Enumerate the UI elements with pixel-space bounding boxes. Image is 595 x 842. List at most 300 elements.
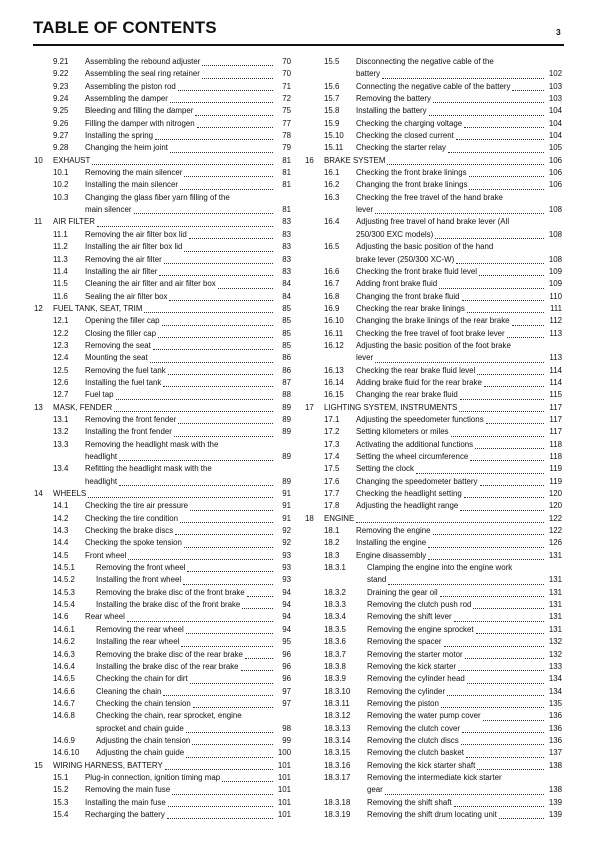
entry-title: [356, 439, 546, 451]
dot-leader: [470, 459, 544, 461]
toc-column-right: [305, 56, 562, 821]
entry-title-text: AIR FILTER: [53, 217, 95, 227]
entry-title: [356, 192, 546, 217]
dot-leader: [460, 509, 544, 511]
entry-title-line2: main silencer: [85, 205, 132, 215]
entry-page-number: 117: [549, 402, 562, 412]
entry-title-text: Assembling the rebound adjuster: [85, 57, 201, 66]
dot-leader: [459, 410, 544, 412]
dot-leader: [178, 422, 273, 424]
toc-section-entry[interactable]: [34, 266, 291, 278]
entry-page-number: 84: [282, 291, 291, 301]
dot-leader: [184, 546, 273, 548]
entry-title-text: Adding brake fluid for the rear brake: [356, 377, 482, 387]
entry-page-number: 119: [549, 464, 562, 474]
toc-section-entry[interactable]: [305, 710, 562, 722]
entry-title: [85, 241, 275, 253]
toc-section-entry[interactable]: [34, 167, 291, 179]
entry-title-text: Removing the front wheel: [96, 563, 186, 573]
entry-title: [85, 537, 275, 549]
toc-section-entry[interactable]: [34, 278, 291, 290]
entry-page-number: 87: [282, 377, 291, 387]
entry-number: 14.5.3: [53, 587, 75, 597]
entry-title-text: Removing the spacer: [367, 637, 442, 647]
entry-page-number: 89: [282, 476, 291, 486]
entry-page-number: 135: [548, 698, 562, 708]
toc-section-entry[interactable]: [305, 426, 562, 438]
toc-section-entry[interactable]: [34, 661, 291, 673]
toc-section-entry[interactable]: [34, 254, 291, 266]
toc-section-entry[interactable]: [305, 414, 562, 426]
toc-section-entry[interactable]: [34, 574, 291, 586]
entry-title: [356, 587, 546, 599]
toc-section-entry[interactable]: [305, 599, 562, 611]
entry-title: [85, 513, 275, 525]
toc-section-entry[interactable]: [34, 315, 291, 327]
entry-title: [85, 426, 275, 438]
toc-column-left: [34, 56, 291, 821]
entry-title-text: Checking the closed current: [356, 131, 454, 141]
toc-section-entry[interactable]: [34, 513, 291, 525]
entry-title-line1: Refitting the headlight mask with the: [85, 464, 212, 474]
entry-title-text: Assembling the piston rod: [85, 81, 176, 91]
toc-section-entry[interactable]: [305, 500, 562, 512]
entry-page-number: 114: [549, 377, 562, 387]
toc-section-entry[interactable]: [305, 747, 562, 759]
toc-chapter-entry[interactable]: [34, 760, 291, 772]
entry-title: [356, 661, 546, 673]
entry-page-number: 136: [548, 735, 562, 745]
toc-section-entry[interactable]: [34, 747, 291, 759]
entry-page-number: 132: [548, 637, 562, 647]
entry-number: 18.3: [324, 550, 340, 560]
dot-leader: [190, 682, 273, 684]
entry-title: [356, 451, 546, 463]
toc-section-entry[interactable]: [305, 241, 562, 266]
entry-page-number: 70: [282, 69, 291, 79]
dot-leader: [195, 114, 273, 116]
entry-title-text: Assembling the seal ring retainer: [85, 69, 200, 79]
entry-page-number: 120: [548, 501, 562, 511]
entry-page-number: 92: [282, 526, 291, 536]
toc-section-entry[interactable]: [34, 377, 291, 389]
toc-section-entry[interactable]: [305, 130, 562, 142]
entry-number: 17.4: [324, 452, 340, 461]
header-divider: [33, 44, 564, 46]
toc-section-entry[interactable]: [305, 673, 562, 685]
toc-section-entry[interactable]: [305, 377, 562, 389]
entry-title: [356, 142, 546, 154]
toc-section-entry[interactable]: [305, 81, 562, 93]
toc-section-entry[interactable]: [34, 797, 291, 809]
entry-number: 13.1: [53, 414, 69, 424]
entry-number: 12.7: [53, 390, 69, 400]
toc-section-entry[interactable]: [305, 216, 562, 241]
entry-title-line1: Checking the chain, rear sprocket, engine: [96, 711, 242, 721]
entry-title: [356, 747, 546, 759]
dot-leader: [169, 299, 273, 301]
toc-section-entry[interactable]: [34, 636, 291, 648]
entry-title-text: Removing the shift shaft: [367, 797, 452, 807]
entry-number: 9.23: [53, 81, 69, 91]
entry-page-number: 86: [282, 353, 291, 363]
dot-leader: [429, 114, 544, 116]
toc-section-entry[interactable]: [34, 809, 291, 821]
dot-leader: [480, 484, 544, 486]
toc-section-entry[interactable]: [305, 340, 562, 365]
entry-page-number: 71: [282, 81, 291, 91]
toc-section-entry[interactable]: [34, 698, 291, 710]
toc-section-entry[interactable]: [305, 303, 562, 315]
entry-title-text: Installing the fuel tank: [85, 377, 162, 387]
entry-number: 18.1: [324, 526, 340, 536]
toc-section-entry[interactable]: [34, 587, 291, 599]
toc-section-entry[interactable]: [34, 340, 291, 352]
toc-section-entry[interactable]: [305, 365, 562, 377]
entry-number: 14.6.4: [53, 661, 75, 671]
entry-number: 15.7: [324, 94, 340, 104]
toc-section-entry[interactable]: [305, 192, 562, 217]
entry-page-number: 106: [548, 180, 562, 190]
toc-section-entry[interactable]: [305, 142, 562, 154]
entry-number: 18.3.14: [324, 735, 351, 745]
dot-leader: [153, 348, 273, 350]
toc-section-entry[interactable]: [34, 710, 291, 735]
toc-section-entry[interactable]: [305, 661, 562, 673]
toc-section-entry[interactable]: [305, 167, 562, 179]
toc-section-entry[interactable]: [305, 488, 562, 500]
entry-title-text: Removing the cylinder: [367, 686, 446, 696]
entry-number: 14.5.1: [53, 563, 75, 573]
entry-title: [356, 303, 546, 315]
entry-title: [85, 179, 275, 191]
toc-section-entry[interactable]: [34, 784, 291, 796]
entry-page-number: 93: [282, 575, 291, 585]
entry-title-text: Draining the gear oil: [367, 587, 438, 597]
entry-title: [356, 216, 546, 241]
toc-section-entry[interactable]: [305, 587, 562, 599]
toc-section-entry[interactable]: [305, 525, 562, 537]
entry-page-number: 118: [549, 439, 562, 449]
toc-section-entry[interactable]: [305, 476, 562, 488]
dot-leader: [134, 212, 274, 214]
entry-number: 16.8: [324, 291, 340, 301]
dot-leader: [433, 533, 544, 535]
entry-page-number: 109: [548, 266, 562, 276]
entry-title: [85, 365, 275, 377]
entry-title-line1: Adjusting free travel of hand brake lever (All: [356, 217, 510, 227]
entry-title-text: Removing the clutch cover: [367, 723, 460, 733]
entry-page-number: 96: [282, 674, 291, 684]
toc-section-entry[interactable]: [305, 93, 562, 105]
toc-section-entry[interactable]: [305, 118, 562, 130]
entry-number: 9.26: [53, 118, 69, 128]
toc-section-entry[interactable]: [34, 328, 291, 340]
entry-number: 16.4: [324, 217, 340, 227]
entry-title: [356, 105, 546, 117]
toc-section-entry[interactable]: [305, 328, 562, 340]
dot-leader: [114, 410, 273, 412]
entry-page-number: 115: [549, 390, 562, 400]
dot-leader: [181, 645, 273, 647]
toc-section-entry[interactable]: [34, 426, 291, 438]
dot-leader: [441, 706, 544, 708]
entry-title-text: Changing the heim joint: [85, 143, 168, 153]
toc-section-entry[interactable]: [305, 723, 562, 735]
entry-page-number: 89: [282, 452, 291, 461]
toc-section-entry[interactable]: [34, 673, 291, 685]
entry-page-number: 91: [282, 501, 291, 511]
entry-number: 18.3.18: [324, 797, 351, 807]
toc-section-entry[interactable]: [34, 229, 291, 241]
entry-number: 14.6.10: [53, 748, 80, 758]
toc-section-entry[interactable]: [34, 439, 291, 464]
toc-section-entry[interactable]: [305, 463, 562, 475]
toc-section-entry[interactable]: [305, 809, 562, 821]
entry-number: 17.3: [324, 439, 340, 449]
entry-title: [85, 118, 275, 130]
toc-section-entry[interactable]: [34, 500, 291, 512]
dot-leader: [175, 533, 273, 535]
toc-section-entry[interactable]: [34, 550, 291, 562]
toc-chapter-entry[interactable]: [34, 216, 291, 228]
dot-leader: [97, 225, 273, 227]
dot-leader: [385, 793, 544, 795]
toc-section-entry[interactable]: [305, 772, 562, 797]
dot-leader: [486, 422, 544, 424]
entry-number: 11.3: [53, 254, 68, 264]
entry-page-number: 108: [548, 229, 562, 239]
toc-section-entry[interactable]: [305, 649, 562, 661]
entry-title: [356, 377, 546, 389]
toc-section-entry[interactable]: [34, 192, 291, 217]
toc-section-entry[interactable]: [34, 93, 291, 105]
toc-section-entry[interactable]: [34, 68, 291, 80]
entry-title: [85, 229, 275, 241]
toc-section-entry[interactable]: [305, 105, 562, 117]
entry-page-number: 93: [282, 550, 291, 560]
dot-leader: [165, 768, 273, 770]
entry-title: [85, 574, 275, 586]
entry-title-text: Installing the air filter box lid: [85, 242, 183, 252]
entry-title: [356, 525, 546, 537]
entry-title-text: Adding front brake fluid: [356, 279, 438, 289]
toc-section-entry[interactable]: [305, 698, 562, 710]
toc-section-entry[interactable]: [34, 772, 291, 784]
entry-number: 15.3: [53, 797, 69, 807]
entry-number: 18.3.16: [324, 760, 351, 770]
toc-section-entry[interactable]: [34, 414, 291, 426]
entry-page-number: 70: [282, 57, 291, 66]
entry-title: [356, 81, 546, 93]
dot-leader: [192, 743, 273, 745]
toc-section-entry[interactable]: [305, 686, 562, 698]
entry-title-text: Removing the brake disc of the rear brake: [96, 649, 243, 659]
toc-section-entry[interactable]: [34, 525, 291, 537]
toc-section-entry[interactable]: [34, 352, 291, 364]
entry-number: 18.2: [324, 538, 340, 548]
toc-section-entry[interactable]: [34, 463, 291, 488]
entry-page-number: 126: [548, 538, 562, 548]
entry-number: 14.6.7: [53, 698, 75, 708]
entry-title-text: Setting the wheel circumference: [356, 452, 469, 461]
entry-title: [85, 377, 275, 389]
entry-page-number: 117: [549, 414, 562, 424]
entry-title-text: Removing the shift drum locating unit: [367, 809, 497, 819]
entry-title-text: Setting the clock: [356, 464, 414, 474]
toc-section-entry[interactable]: [305, 562, 562, 587]
toc-chapter-entry[interactable]: [305, 513, 562, 525]
toc-section-entry[interactable]: [305, 315, 562, 327]
entry-page-number: 131: [548, 600, 562, 610]
entry-title: [356, 710, 546, 722]
entry-page-number: 119: [549, 476, 562, 486]
entry-title: [85, 525, 275, 537]
toc-section-entry[interactable]: [34, 537, 291, 549]
entry-title: [85, 500, 275, 512]
toc-section-entry[interactable]: [34, 241, 291, 253]
entry-page-number: 79: [282, 143, 291, 153]
dot-leader: [247, 595, 273, 597]
dot-leader: [222, 780, 273, 782]
entry-title: [324, 513, 546, 525]
toc-section-entry[interactable]: [305, 451, 562, 463]
toc-chapter-entry[interactable]: [305, 402, 562, 414]
entry-page-number: 131: [548, 575, 562, 585]
entry-title-line2: sprocket and chain guide: [96, 723, 184, 733]
toc-section-entry[interactable]: [34, 179, 291, 191]
toc-section-entry[interactable]: [34, 611, 291, 623]
entry-title: [356, 130, 546, 142]
toc-section-entry[interactable]: [34, 105, 291, 117]
entry-page-number: 94: [282, 624, 291, 634]
toc-section-entry[interactable]: [34, 130, 291, 142]
dot-leader: [479, 274, 544, 276]
entry-title: [356, 93, 546, 105]
dot-leader: [168, 373, 273, 375]
entry-number: 16.7: [324, 279, 340, 289]
entry-title-text: Cleaning the air filter and air filter box: [85, 279, 216, 289]
toc-chapter-entry[interactable]: [305, 155, 562, 167]
entry-number: 12.4: [53, 353, 69, 363]
entry-title-text: Engine disassembly: [356, 550, 427, 560]
toc-section-entry[interactable]: [305, 389, 562, 401]
toc-section-entry[interactable]: [305, 537, 562, 549]
entry-title: [324, 402, 546, 414]
entry-number: 18.3.5: [324, 624, 346, 634]
toc-section-entry[interactable]: [305, 266, 562, 278]
toc-section-entry[interactable]: [305, 611, 562, 623]
toc-section-entry[interactable]: [305, 179, 562, 191]
entry-page-number: 108: [548, 205, 562, 215]
entry-title: [356, 241, 546, 266]
toc-chapter-entry[interactable]: [34, 303, 291, 315]
entry-title: [356, 636, 546, 648]
entry-title: [85, 93, 275, 105]
dot-leader: [168, 805, 273, 807]
entry-number: 17.2: [324, 427, 340, 437]
toc-section-entry[interactable]: [34, 649, 291, 661]
toc-section-entry[interactable]: [34, 291, 291, 303]
entry-title: [85, 661, 275, 673]
entry-page-number: 137: [548, 748, 562, 758]
toc-section-entry[interactable]: [305, 278, 562, 290]
dot-leader: [116, 398, 273, 400]
toc-section-entry[interactable]: [34, 118, 291, 130]
entry-page-number: 89: [282, 402, 291, 412]
toc-section-entry[interactable]: [305, 636, 562, 648]
entry-page-number: 77: [282, 118, 291, 128]
entry-page-number: 94: [282, 600, 291, 610]
toc-section-entry[interactable]: [34, 365, 291, 377]
entry-title-text: Removing the engine sprocket: [367, 624, 474, 634]
toc-chapter-entry[interactable]: [34, 402, 291, 414]
entry-page-number: 81: [282, 205, 291, 215]
toc-section-entry[interactable]: [34, 56, 291, 68]
entry-number: 9.28: [53, 143, 69, 153]
toc-section-entry[interactable]: [34, 735, 291, 747]
entry-number: 18.3.19: [324, 809, 351, 819]
entry-number: 15.11: [324, 143, 344, 153]
entry-title-text: Fuel tap: [85, 390, 114, 400]
toc-section-entry[interactable]: [305, 735, 562, 747]
toc-section-entry[interactable]: [34, 686, 291, 698]
dot-leader: [451, 435, 544, 437]
toc-section-entry[interactable]: [34, 599, 291, 611]
toc-section-entry[interactable]: [305, 439, 562, 451]
entry-title-text: Removing the battery: [356, 94, 431, 104]
toc-section-entry[interactable]: [34, 142, 291, 154]
toc-chapter-entry[interactable]: [34, 155, 291, 167]
entry-page-number: 111: [550, 303, 562, 313]
dot-leader: [477, 373, 544, 375]
toc-section-entry[interactable]: [305, 291, 562, 303]
entry-title-text: LIGHTING SYSTEM, INSTRUMENTS: [324, 402, 458, 412]
entry-title: [85, 649, 275, 661]
entry-number: 14.5.4: [53, 600, 75, 610]
toc-section-entry[interactable]: [34, 562, 291, 574]
toc-section-entry[interactable]: [305, 550, 562, 562]
toc-section-entry[interactable]: [305, 56, 562, 81]
entry-title-text: MASK, FENDER: [53, 402, 113, 412]
entry-title: [85, 68, 275, 80]
toc-section-entry[interactable]: [305, 624, 562, 636]
entry-number: 17.1: [324, 414, 340, 424]
entry-page-number: 103: [548, 94, 562, 104]
dot-leader: [187, 570, 273, 572]
entry-page-number: 83: [282, 254, 291, 264]
entry-number: 18.3.1: [324, 563, 346, 573]
toc-section-entry[interactable]: [34, 81, 291, 93]
toc-section-entry[interactable]: [34, 389, 291, 401]
entry-title: [356, 56, 546, 81]
entry-title-line1: Checking the free travel of the hand brake: [356, 192, 503, 202]
entry-title: [85, 192, 275, 217]
toc-section-entry[interactable]: [305, 760, 562, 772]
entry-title: [356, 723, 546, 735]
entry-title-text: Changing the speedometer battery: [356, 476, 478, 486]
entry-page-number: 81: [282, 180, 291, 190]
entry-page-number: 131: [548, 624, 562, 634]
entry-page-number: 122: [548, 513, 562, 523]
entry-number: 14.1: [53, 501, 69, 511]
toc-chapter-entry[interactable]: [34, 488, 291, 500]
entry-title-text: Activating the additional functions: [356, 439, 474, 449]
toc-section-entry[interactable]: [305, 797, 562, 809]
toc-section-entry[interactable]: [34, 624, 291, 636]
dot-leader: [162, 324, 273, 326]
dot-leader: [186, 731, 273, 733]
